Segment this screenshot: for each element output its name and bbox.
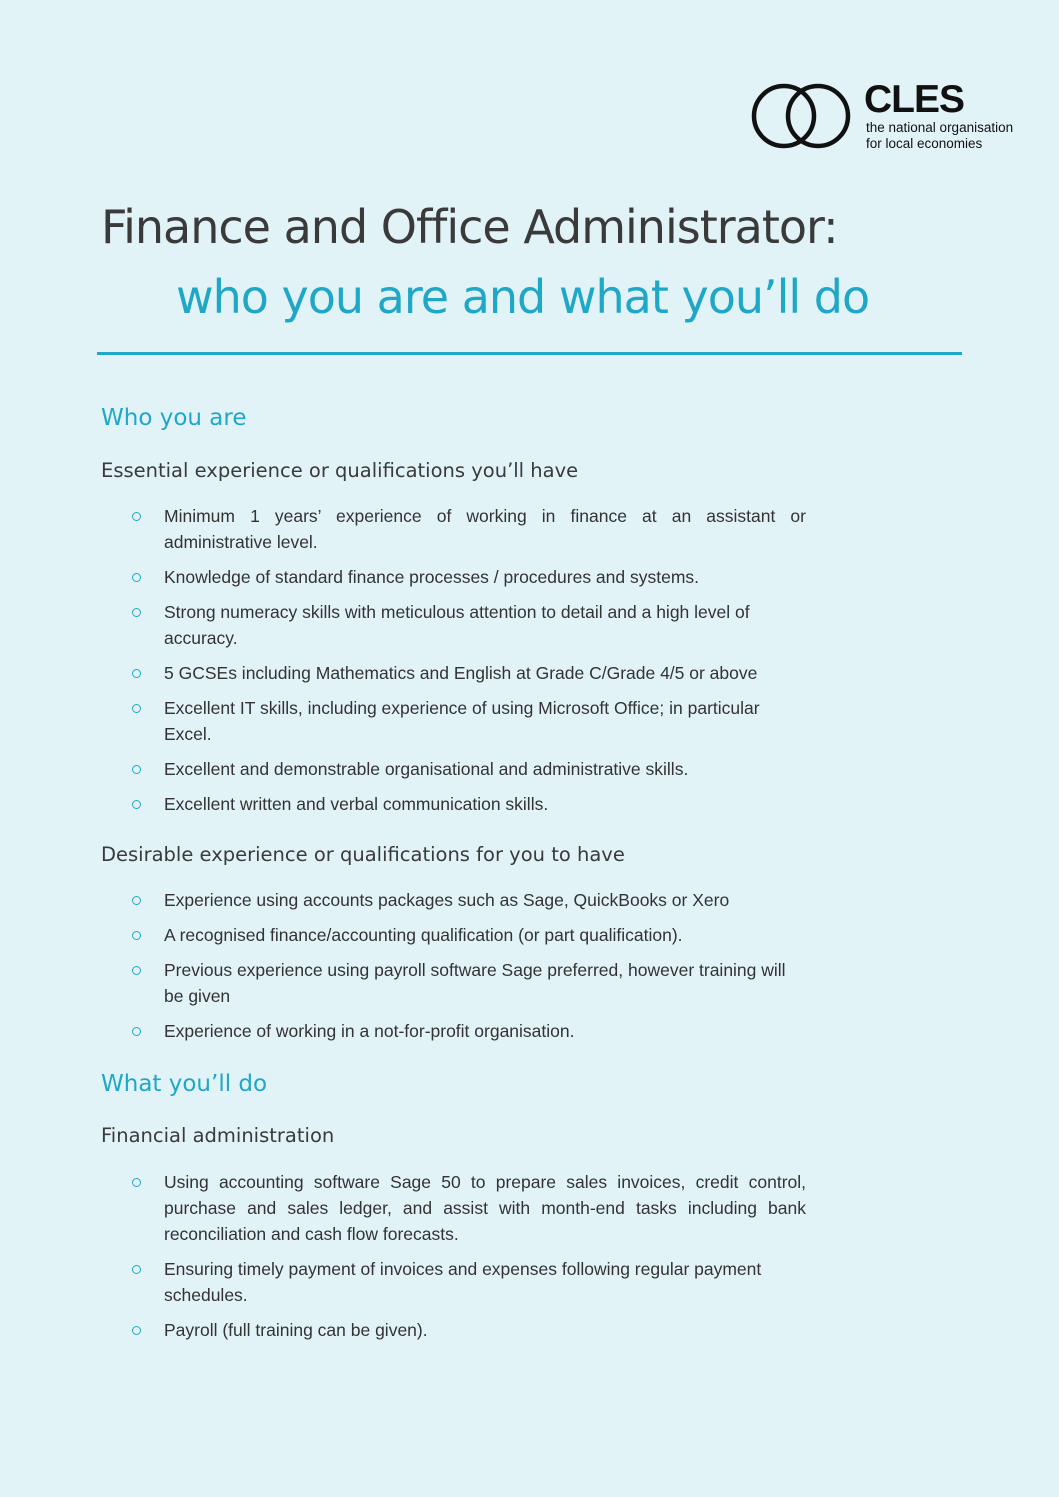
- subheading-essential: Essential experience or qualifications you’ll have: [101, 459, 579, 482]
- list-item-text: Experience of working in a not-for-profit organisation.: [164, 1021, 575, 1041]
- list-item-text: Payroll (full training can be given).: [164, 1320, 428, 1340]
- list-item-text: Experience using accounts packages such as Sage, QuickBooks or Xero: [164, 890, 730, 910]
- bullet-circle-icon: [132, 669, 141, 678]
- list-item: [0, 695, 806, 747]
- bullet-circle-icon: [132, 1265, 141, 1274]
- page-title: Finance and Office Administrator:: [101, 200, 838, 254]
- list-item: [0, 957, 806, 1009]
- list-item: [0, 1256, 806, 1308]
- bullet-circle-icon: [132, 704, 141, 713]
- subheading-desirable: Desirable experience or qualifications for you to have: [101, 843, 625, 866]
- page-subtitle: who you are and what you’ll do: [176, 270, 870, 324]
- list-item: [0, 599, 806, 651]
- logo-brand: CLES: [864, 78, 965, 121]
- list-item: [0, 564, 806, 590]
- bullet-circle-icon: [132, 1326, 141, 1335]
- cles-rings-icon: [750, 82, 854, 150]
- list-item-text: A recognised finance/accounting qualification (or part qualification).: [164, 925, 683, 945]
- list-item-text: 5 GCSEs including Mathematics and English at Grade C/Grade 4/5 or above: [164, 663, 758, 683]
- list-item: [0, 1018, 806, 1044]
- list-item: [0, 887, 806, 913]
- title-divider: [97, 352, 962, 355]
- desirable-list: [0, 887, 806, 1053]
- bullet-circle-icon: [132, 966, 141, 975]
- list-item: [0, 660, 806, 686]
- bullet-circle-icon: [132, 512, 141, 521]
- list-item: [0, 1317, 806, 1343]
- bullet-circle-icon: [132, 1027, 141, 1036]
- list-item: [0, 1169, 806, 1247]
- list-item-text: Excellent written and verbal communication skills.: [164, 794, 549, 814]
- bullet-circle-icon: [132, 765, 141, 774]
- bullet-circle-icon: [132, 896, 141, 905]
- subheading-financial: Financial administration: [101, 1124, 335, 1147]
- list-item-text: Excellent and demonstrable organisational and administrative skills.: [164, 759, 689, 779]
- list-item-text: Previous experience using payroll software Sage preferred, however training will be given: [164, 960, 786, 1006]
- bullet-circle-icon: [132, 1178, 141, 1187]
- bullet-circle-icon: [132, 800, 141, 809]
- list-item-text: Excellent IT skills, including experience of using Microsoft Office; in particular Excel.: [164, 698, 760, 744]
- list-item: [0, 922, 806, 948]
- bullet-circle-icon: [132, 931, 141, 940]
- list-item-text: Minimum 1 years’ experience of working in finance at an assistant or administrative level.: [164, 506, 806, 552]
- cles-logo: [750, 80, 1040, 155]
- list-item-text: Using accounting software Sage 50 to prepare sales invoices, credit control, purchase and sales ledger, and assist with month-end tasks including bank reconciliation and cash flow forecasts.: [164, 1172, 806, 1244]
- financial-list: [0, 1169, 806, 1352]
- bullet-circle-icon: [132, 608, 141, 617]
- section-heading-who: Who you are: [101, 405, 247, 431]
- essential-list: [0, 503, 806, 826]
- list-item-text: Ensuring timely payment of invoices and expenses following regular payment schedules.: [164, 1259, 762, 1305]
- logo-tagline: [866, 120, 1013, 152]
- list-item-text: Strong numeracy skills with meticulous attention to detail and a high level of accuracy.: [164, 602, 750, 648]
- logo-tagline-line2: for local economies: [866, 136, 983, 151]
- list-item: [0, 791, 806, 817]
- list-item: [0, 503, 806, 555]
- bullet-circle-icon: [132, 573, 141, 582]
- logo-tagline-line1: the national organisation: [866, 120, 1014, 135]
- list-item-text: Knowledge of standard finance processes / procedures and systems.: [164, 567, 700, 587]
- list-item: [0, 756, 806, 782]
- section-heading-what: What you’ll do: [101, 1071, 268, 1097]
